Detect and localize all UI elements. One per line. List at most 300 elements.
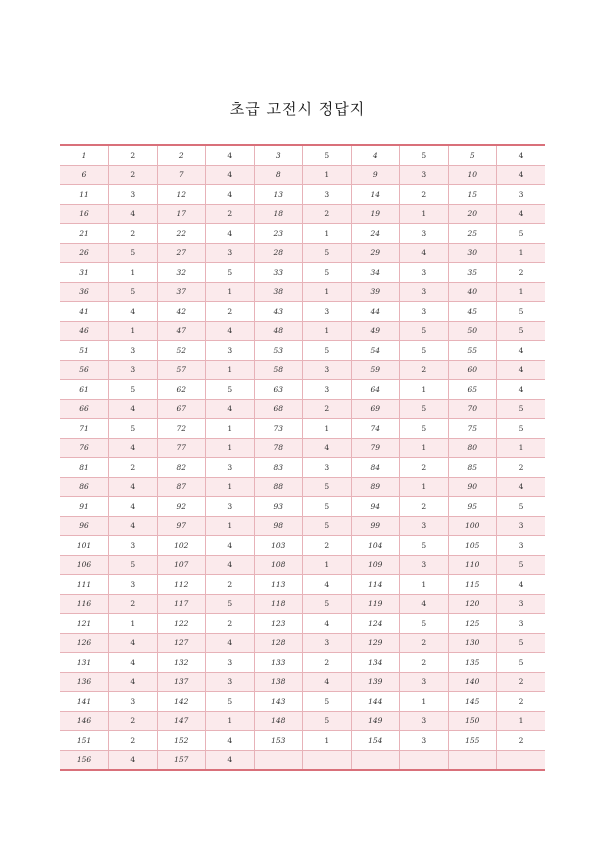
answer-cell: 3: [303, 380, 352, 400]
question-number-cell: 36: [60, 282, 109, 302]
answer-cell: 4: [206, 145, 255, 165]
question-number-cell: 137: [157, 672, 206, 692]
table-row: [60, 263, 545, 283]
question-number-cell: 74: [351, 419, 400, 439]
answer-cell: 1: [109, 321, 158, 341]
question-number-cell: 51: [60, 341, 109, 361]
question-number-cell: 134: [351, 653, 400, 673]
answer-cell: 5: [303, 263, 352, 283]
table-row: [60, 692, 545, 712]
answer-cell: 5: [109, 282, 158, 302]
table-row: [60, 497, 545, 517]
question-number-cell: 111: [60, 575, 109, 595]
answer-cell: 5: [303, 594, 352, 614]
question-number-cell: 107: [157, 555, 206, 575]
answer-cell: 2: [497, 672, 546, 692]
question-number-cell: 28: [254, 243, 303, 263]
answer-cell: 3: [206, 243, 255, 263]
question-number-cell: 77: [157, 438, 206, 458]
answer-cell: 5: [206, 692, 255, 712]
answer-cell: 1: [206, 711, 255, 731]
question-number-cell: 128: [254, 633, 303, 653]
answer-cell: 3: [400, 672, 449, 692]
question-number-cell: 140: [448, 672, 497, 692]
question-number-cell: 59: [351, 360, 400, 380]
table-row: [60, 185, 545, 205]
table-row: [60, 555, 545, 575]
question-number-cell: 80: [448, 438, 497, 458]
question-number-cell: 129: [351, 633, 400, 653]
answer-cell: 5: [303, 243, 352, 263]
answer-cell: 2: [400, 458, 449, 478]
answer-cell: 4: [206, 185, 255, 205]
answer-table-body: [60, 145, 545, 770]
answer-cell: 1: [303, 555, 352, 575]
question-number-cell: 49: [351, 321, 400, 341]
answer-cell: 5: [497, 653, 546, 673]
question-number-cell: 47: [157, 321, 206, 341]
question-number-cell: 23: [254, 224, 303, 244]
answer-cell: 2: [109, 224, 158, 244]
answer-cell: 2: [497, 458, 546, 478]
answer-cell: 5: [206, 594, 255, 614]
answer-cell: 3: [109, 575, 158, 595]
question-number-cell: 2: [157, 145, 206, 165]
answer-cell: 2: [109, 731, 158, 751]
question-number-cell: 15: [448, 185, 497, 205]
question-number-cell: 124: [351, 614, 400, 634]
question-number-cell: 29: [351, 243, 400, 263]
question-number-cell: 127: [157, 633, 206, 653]
question-number-cell: 103: [254, 536, 303, 556]
question-number-cell: 155: [448, 731, 497, 751]
question-number-cell: 43: [254, 302, 303, 322]
question-number-cell: 92: [157, 497, 206, 517]
answer-cell: 5: [206, 380, 255, 400]
question-number-cell: 136: [60, 672, 109, 692]
answer-cell: 4: [400, 243, 449, 263]
question-number-cell: 75: [448, 419, 497, 439]
question-number-cell: 24: [351, 224, 400, 244]
question-number-cell: 18: [254, 204, 303, 224]
question-number-cell: 115: [448, 575, 497, 595]
answer-cell: 3: [400, 731, 449, 751]
answer-cell: 1: [497, 711, 546, 731]
answer-cell: 5: [497, 633, 546, 653]
answer-cell: 2: [497, 731, 546, 751]
question-number-cell: 38: [254, 282, 303, 302]
answer-cell: 4: [497, 165, 546, 185]
question-number-cell: 58: [254, 360, 303, 380]
answer-cell: 1: [497, 438, 546, 458]
question-number-cell: 78: [254, 438, 303, 458]
table-row: [60, 614, 545, 634]
table-row: [60, 536, 545, 556]
answer-cell: 2: [303, 653, 352, 673]
question-number-cell: 89: [351, 477, 400, 497]
answer-cell: 5: [303, 711, 352, 731]
question-number-cell: 88: [254, 477, 303, 497]
answer-cell: 4: [497, 575, 546, 595]
answer-cell: 5: [303, 516, 352, 536]
question-number-cell: 148: [254, 711, 303, 731]
answer-cell: 1: [400, 692, 449, 712]
answer-cell: 4: [303, 438, 352, 458]
answer-cell: 3: [109, 536, 158, 556]
answer-cell: 1: [206, 419, 255, 439]
question-number-cell: 152: [157, 731, 206, 751]
question-number-cell: 32: [157, 263, 206, 283]
answer-cell: 3: [400, 516, 449, 536]
table-row: [60, 575, 545, 595]
question-number-cell: 146: [60, 711, 109, 731]
table-row: [60, 341, 545, 361]
answer-cell: 5: [497, 321, 546, 341]
table-row: [60, 653, 545, 673]
question-number-cell: 65: [448, 380, 497, 400]
question-number-cell: 6: [60, 165, 109, 185]
answer-cell: 1: [400, 380, 449, 400]
question-number-cell: 130: [448, 633, 497, 653]
answer-cell: 1: [497, 282, 546, 302]
answer-cell: 4: [497, 360, 546, 380]
answer-cell: 4: [206, 750, 255, 770]
question-number-cell: [351, 750, 400, 770]
answer-cell: 3: [303, 302, 352, 322]
question-number-cell: 156: [60, 750, 109, 770]
table-row: [60, 302, 545, 322]
question-number-cell: 112: [157, 575, 206, 595]
question-number-cell: 25: [448, 224, 497, 244]
answer-cell: 3: [206, 458, 255, 478]
answer-cell: 5: [303, 497, 352, 517]
answer-cell: 1: [400, 204, 449, 224]
question-number-cell: 121: [60, 614, 109, 634]
question-number-cell: 95: [448, 497, 497, 517]
answer-cell: 4: [206, 165, 255, 185]
question-number-cell: 12: [157, 185, 206, 205]
question-number-cell: 34: [351, 263, 400, 283]
answer-cell: 4: [206, 321, 255, 341]
question-number-cell: 20: [448, 204, 497, 224]
question-number-cell: 118: [254, 594, 303, 614]
question-number-cell: 22: [157, 224, 206, 244]
answer-cell: 3: [400, 224, 449, 244]
table-row: [60, 380, 545, 400]
question-number-cell: 114: [351, 575, 400, 595]
table-row: [60, 516, 545, 536]
answer-cell: 3: [303, 360, 352, 380]
answer-cell: 3: [206, 672, 255, 692]
answer-cell: 5: [400, 145, 449, 165]
answer-cell: 3: [400, 302, 449, 322]
question-number-cell: 26: [60, 243, 109, 263]
answer-cell: 5: [400, 321, 449, 341]
answer-cell: 1: [400, 477, 449, 497]
answer-cell: 2: [497, 263, 546, 283]
question-number-cell: 64: [351, 380, 400, 400]
question-number-cell: 69: [351, 399, 400, 419]
answer-cell: 5: [303, 692, 352, 712]
question-number-cell: 97: [157, 516, 206, 536]
answer-cell: 4: [497, 341, 546, 361]
question-number-cell: 61: [60, 380, 109, 400]
table-row: [60, 477, 545, 497]
answer-cell: 3: [400, 263, 449, 283]
table-row: [60, 731, 545, 751]
question-number-cell: [448, 750, 497, 770]
question-number-cell: 98: [254, 516, 303, 536]
question-number-cell: 87: [157, 477, 206, 497]
table-row: [60, 399, 545, 419]
answer-cell: 4: [109, 672, 158, 692]
question-number-cell: 96: [60, 516, 109, 536]
answer-cell: 5: [400, 419, 449, 439]
question-number-cell: 70: [448, 399, 497, 419]
answer-cell: 1: [303, 731, 352, 751]
answer-cell: 1: [109, 263, 158, 283]
question-number-cell: 157: [157, 750, 206, 770]
question-number-cell: 85: [448, 458, 497, 478]
answer-cell: 5: [400, 614, 449, 634]
question-number-cell: 14: [351, 185, 400, 205]
answer-cell: 2: [400, 633, 449, 653]
answer-cell: 4: [400, 594, 449, 614]
answer-cell: 3: [109, 692, 158, 712]
table-row: [60, 419, 545, 439]
table-row: [60, 711, 545, 731]
question-number-cell: 9: [351, 165, 400, 185]
question-number-cell: 39: [351, 282, 400, 302]
answer-cell: 2: [400, 653, 449, 673]
answer-cell: 5: [497, 224, 546, 244]
question-number-cell: 82: [157, 458, 206, 478]
answer-cell: 4: [303, 672, 352, 692]
answer-cell: 5: [497, 419, 546, 439]
question-number-cell: 125: [448, 614, 497, 634]
question-number-cell: 117: [157, 594, 206, 614]
page-title: 초급 고전시 정답지: [229, 100, 366, 118]
answer-cell: 4: [109, 477, 158, 497]
question-number-cell: 131: [60, 653, 109, 673]
answer-cell: 5: [109, 419, 158, 439]
question-number-cell: 153: [254, 731, 303, 751]
question-number-cell: 154: [351, 731, 400, 751]
answer-cell: 2: [109, 458, 158, 478]
question-number-cell: 133: [254, 653, 303, 673]
question-number-cell: 94: [351, 497, 400, 517]
answer-cell: 1: [206, 438, 255, 458]
answer-cell: 2: [109, 145, 158, 165]
answer-cell: 4: [109, 497, 158, 517]
table-row: [60, 458, 545, 478]
answer-cell: 3: [497, 594, 546, 614]
table-row: [60, 360, 545, 380]
question-number-cell: 132: [157, 653, 206, 673]
answer-cell: 4: [206, 555, 255, 575]
question-number-cell: 81: [60, 458, 109, 478]
answer-cell: 5: [206, 263, 255, 283]
table-row: [60, 204, 545, 224]
question-number-cell: 33: [254, 263, 303, 283]
answer-cell: 3: [206, 341, 255, 361]
question-number-cell: 71: [60, 419, 109, 439]
question-number-cell: 84: [351, 458, 400, 478]
answer-cell: 3: [400, 711, 449, 731]
question-number-cell: 4: [351, 145, 400, 165]
answer-cell: [303, 750, 352, 770]
question-number-cell: 44: [351, 302, 400, 322]
table-row: [60, 438, 545, 458]
question-number-cell: 56: [60, 360, 109, 380]
answer-cell: 1: [206, 360, 255, 380]
answer-cell: 1: [206, 477, 255, 497]
question-number-cell: 147: [157, 711, 206, 731]
answer-cell: 4: [206, 224, 255, 244]
question-number-cell: 126: [60, 633, 109, 653]
answer-cell: 2: [206, 204, 255, 224]
answer-cell: 3: [497, 536, 546, 556]
answer-cell: 5: [497, 555, 546, 575]
answer-cell: 3: [303, 633, 352, 653]
question-number-cell: 16: [60, 204, 109, 224]
answer-cell: 2: [400, 360, 449, 380]
answer-cell: 2: [109, 594, 158, 614]
answer-cell: 5: [109, 555, 158, 575]
question-number-cell: 138: [254, 672, 303, 692]
answer-cell: [400, 750, 449, 770]
answer-cell: 5: [497, 399, 546, 419]
question-number-cell: 150: [448, 711, 497, 731]
answer-cell: 2: [206, 302, 255, 322]
question-number-cell: 19: [351, 204, 400, 224]
question-number-cell: 11: [60, 185, 109, 205]
question-number-cell: 27: [157, 243, 206, 263]
answer-cell: 3: [109, 360, 158, 380]
question-number-cell: 90: [448, 477, 497, 497]
table-row: [60, 145, 545, 165]
question-number-cell: 100: [448, 516, 497, 536]
answer-cell: 4: [497, 204, 546, 224]
question-number-cell: 93: [254, 497, 303, 517]
answer-cell: 5: [497, 302, 546, 322]
question-number-cell: 108: [254, 555, 303, 575]
question-number-cell: 122: [157, 614, 206, 634]
answer-cell: 2: [109, 165, 158, 185]
question-number-cell: 68: [254, 399, 303, 419]
answer-cell: 5: [303, 145, 352, 165]
answer-cell: 1: [497, 243, 546, 263]
answer-cell: 4: [303, 575, 352, 595]
question-number-cell: 10: [448, 165, 497, 185]
question-number-cell: 119: [351, 594, 400, 614]
question-number-cell: 30: [448, 243, 497, 263]
answer-cell: 3: [400, 555, 449, 575]
question-number-cell: 54: [351, 341, 400, 361]
answer-cell: 2: [303, 536, 352, 556]
question-number-cell: 141: [60, 692, 109, 712]
answer-cell: 5: [109, 243, 158, 263]
answer-cell: 1: [109, 614, 158, 634]
question-number-cell: 76: [60, 438, 109, 458]
question-number-cell: 116: [60, 594, 109, 614]
answer-cell: 4: [206, 399, 255, 419]
answer-cell: 4: [109, 516, 158, 536]
question-number-cell: 37: [157, 282, 206, 302]
answer-cell: 3: [109, 341, 158, 361]
answer-cell: 4: [206, 536, 255, 556]
question-number-cell: 13: [254, 185, 303, 205]
table-row: [60, 750, 545, 770]
answer-cell: 4: [109, 438, 158, 458]
answer-cell: 5: [400, 399, 449, 419]
question-number-cell: 145: [448, 692, 497, 712]
question-number-cell: 102: [157, 536, 206, 556]
answer-cell: 3: [497, 185, 546, 205]
question-number-cell: 67: [157, 399, 206, 419]
question-number-cell: 123: [254, 614, 303, 634]
question-number-cell: [254, 750, 303, 770]
question-number-cell: 91: [60, 497, 109, 517]
question-number-cell: 83: [254, 458, 303, 478]
question-number-cell: 144: [351, 692, 400, 712]
question-number-cell: 53: [254, 341, 303, 361]
table-row: [60, 282, 545, 302]
question-number-cell: 46: [60, 321, 109, 341]
answer-cell: 4: [206, 633, 255, 653]
question-number-cell: 135: [448, 653, 497, 673]
answer-cell: 3: [206, 497, 255, 517]
question-number-cell: 73: [254, 419, 303, 439]
question-number-cell: 60: [448, 360, 497, 380]
question-number-cell: 62: [157, 380, 206, 400]
answer-cell: 2: [400, 497, 449, 517]
answer-cell: 2: [400, 185, 449, 205]
answer-cell: 4: [303, 614, 352, 634]
question-number-cell: 151: [60, 731, 109, 751]
answer-cell: 4: [109, 750, 158, 770]
answer-cell: 2: [303, 204, 352, 224]
question-number-cell: 99: [351, 516, 400, 536]
answer-cell: 5: [400, 536, 449, 556]
question-number-cell: 41: [60, 302, 109, 322]
question-number-cell: 79: [351, 438, 400, 458]
answer-cell: 1: [400, 575, 449, 595]
table-row: [60, 321, 545, 341]
table-row: [60, 672, 545, 692]
answer-cell: 5: [109, 380, 158, 400]
answer-cell: 4: [109, 653, 158, 673]
answer-cell: 1: [303, 224, 352, 244]
question-number-cell: 7: [157, 165, 206, 185]
question-number-cell: 110: [448, 555, 497, 575]
question-number-cell: 63: [254, 380, 303, 400]
answer-cell: 2: [206, 614, 255, 634]
question-number-cell: 5: [448, 145, 497, 165]
answer-cell: 1: [303, 165, 352, 185]
question-number-cell: 86: [60, 477, 109, 497]
answer-cell: 3: [400, 282, 449, 302]
answer-cell: 4: [497, 380, 546, 400]
answer-cell: 1: [303, 282, 352, 302]
table-row: [60, 243, 545, 263]
question-number-cell: 120: [448, 594, 497, 614]
answer-cell: 5: [497, 497, 546, 517]
question-number-cell: 149: [351, 711, 400, 731]
question-number-cell: 21: [60, 224, 109, 244]
question-number-cell: 101: [60, 536, 109, 556]
question-number-cell: 143: [254, 692, 303, 712]
